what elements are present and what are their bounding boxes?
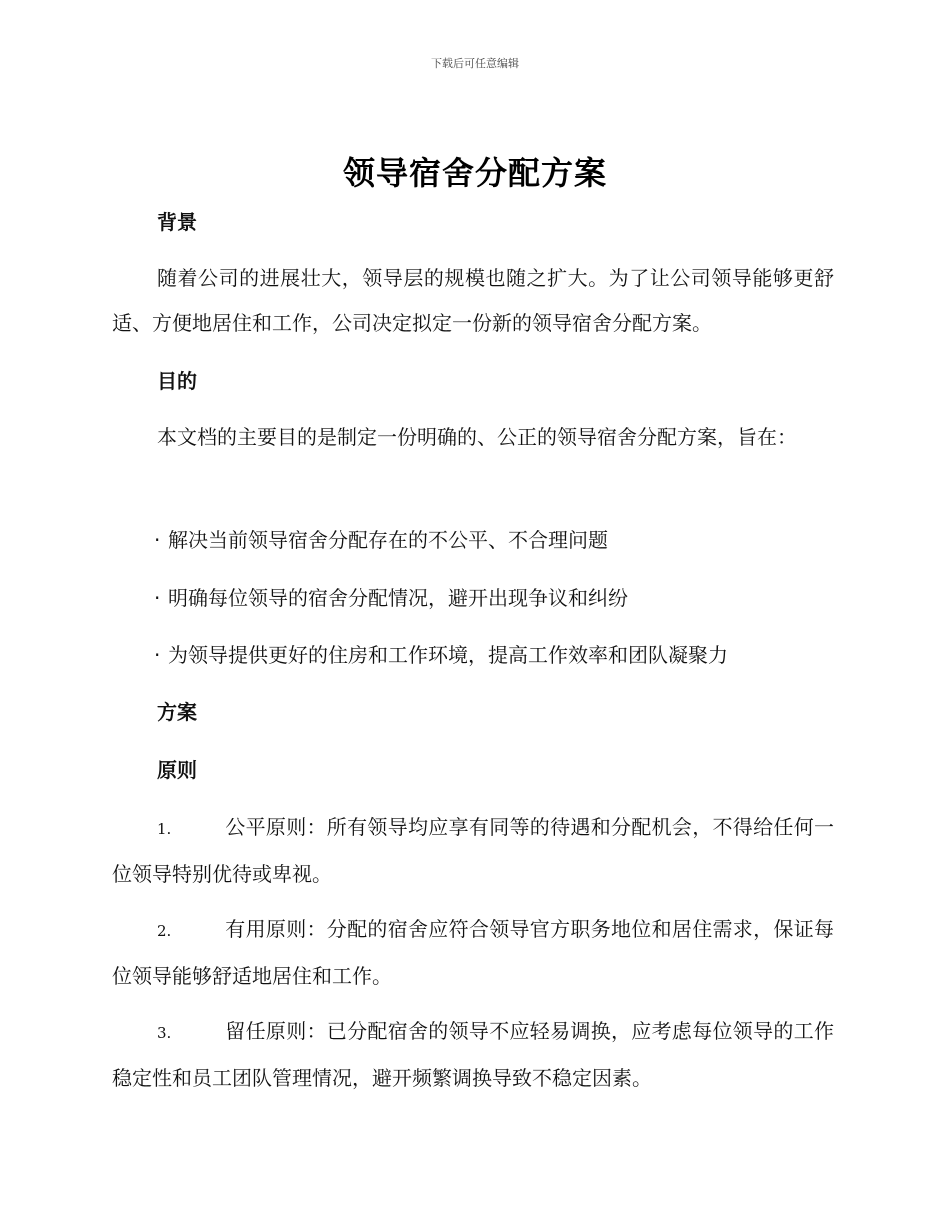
bullet-mark: · bbox=[154, 528, 161, 552]
principle-text: 公平原则：所有领导均应享有同等的待遇和分配机会，不得给任何一位领导特别优待或卑视。 bbox=[112, 815, 834, 886]
bullet-text: 解决当前领导宿舍分配存在的不公平、不合理问题 bbox=[168, 528, 608, 552]
principle-number: 3. bbox=[157, 1024, 172, 1042]
bullet-item-1 bbox=[112, 518, 876, 563]
bullet-mark: · bbox=[154, 586, 161, 610]
bullet-item-3 bbox=[112, 633, 876, 678]
principles-heading: 原则 bbox=[157, 758, 197, 782]
principle-text: 有用原则：分配的宿舍应符合领导官方职务地位和居住需求，保证每位领导能够舒适地居住和工作。 bbox=[112, 917, 834, 988]
principle-item-2 bbox=[112, 907, 834, 999]
bullet-text: 明确每位领导的宿舍分配情况，避开出现争议和纠纷 bbox=[168, 586, 628, 610]
background-heading: 背景 bbox=[157, 210, 197, 234]
purpose-paragraph: 本文档的主要目的是制定一份明确的、公正的领导宿舍分配方案，旨在： bbox=[157, 425, 797, 449]
principle-item-1 bbox=[112, 805, 834, 897]
principle-item-3 bbox=[112, 1009, 834, 1101]
principle-number: 2. bbox=[157, 922, 172, 940]
bullet-item-2 bbox=[112, 576, 876, 621]
plan-heading: 方案 bbox=[157, 700, 197, 724]
header-note: 下载后可任意编辑 bbox=[431, 57, 519, 70]
background-paragraph: 随着公司的进展壮大，领导层的规模也随之扩大。为了让公司领导能够更舒适、方便地居住和工作，公司决定拟定一份新的领导宿舍分配方案。 bbox=[112, 266, 834, 335]
bullet-text: 为领导提供更好的住房和工作环境，提高工作效率和团队凝聚力 bbox=[168, 643, 728, 667]
purpose-heading: 目的 bbox=[157, 369, 197, 393]
bullet-mark: · bbox=[154, 643, 161, 667]
document-title: 领导宿舍分配方案 bbox=[342, 154, 607, 192]
principle-text: 留任原则：已分配宿舍的领导不应轻易调换，应考虑每位领导的工作稳定性和员工团队管理情况，避开频繁调换导致不稳定因素。 bbox=[112, 1019, 834, 1090]
principle-number: 1. bbox=[157, 820, 172, 838]
